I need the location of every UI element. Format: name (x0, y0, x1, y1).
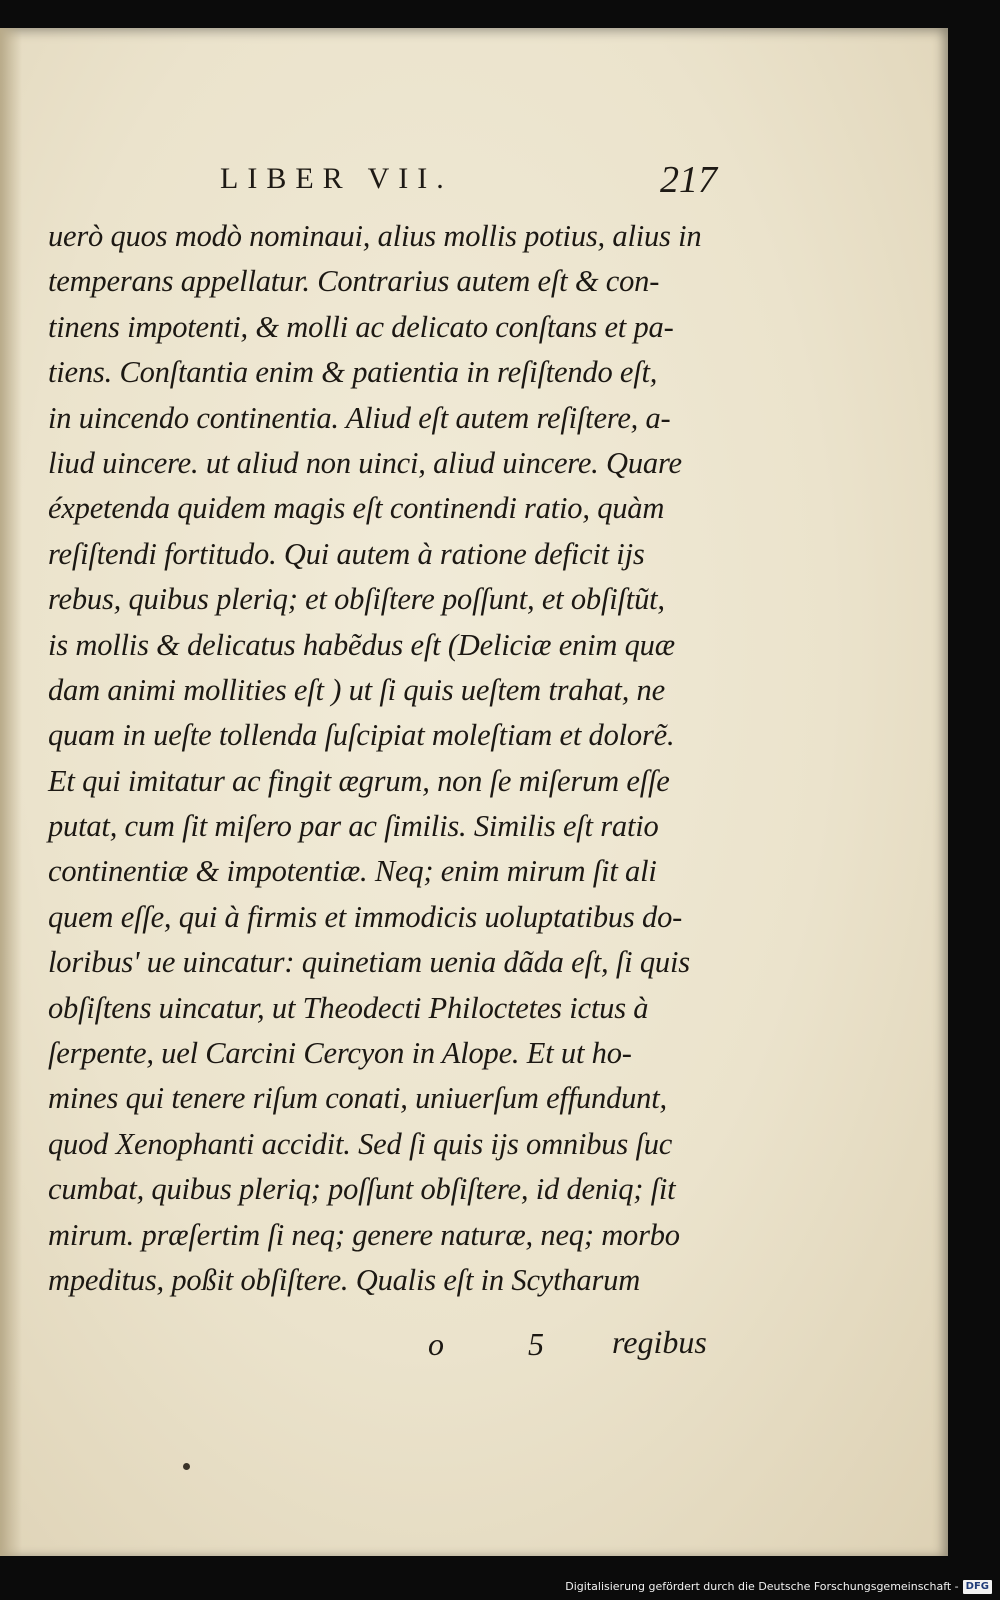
text-line: mines qui tenere riſum conati, uniuerſum effundunt, (48, 1081, 667, 1116)
text-line: putat, cum ſit miſero par ac ſimilis. Similis eſt ratio (48, 809, 659, 844)
text-line: dam animi mollities eſt ) ut ſi quis ueſtem trahat, ne (48, 672, 665, 707)
text-line: mpeditus, poßit obſiſtere. Qualis eſt in Scytharum (48, 1262, 641, 1297)
text-line: reſiſtendi fortitudo. Qui autem à ratione deficit ijs (48, 536, 645, 571)
text-line: loribus' ue uincatur: quinetiam uenia dãda eſt, ſi quis (48, 945, 690, 980)
text-line: tinens impotenti, & molli ac delicato conſtans et pa- (48, 309, 674, 344)
text-line: éxpetenda quidem magis eſt continendi ratio, quàm (48, 491, 665, 526)
ink-spot (183, 1463, 190, 1470)
text-line: obſiſtens uincatur, ut Theodecti Philoctetes ictus à (48, 990, 649, 1025)
body-text (48, 214, 728, 1303)
text-line: temperans appellatur. Contrarius autem eſt & con- (48, 264, 660, 299)
dfg-logo-icon: DFG (963, 1580, 992, 1594)
text-line: liud uincere. ut aliud non uinci, aliud uincere. Quare (48, 445, 682, 480)
text-line: in uincendo continentia. Aliud eſt autem reſiſtere, a- (48, 400, 671, 435)
text-line: quem eſſe, qui à firmis et immodicis uoluptatibus do- (48, 899, 683, 934)
text-line: Et qui imitatur ac fingit ægrum, non ſe miſerum eſſe (48, 763, 670, 798)
credit-text: Digitalisierung gefördert durch die Deutsche Forschungsgemeinschaft - (565, 1580, 959, 1593)
text-line: rebus, quibus pleriq; et obſiſtere poſſunt, et obſiſtũt, (48, 582, 665, 617)
digitization-credit (565, 1578, 992, 1596)
text-line: quam in ueſte tollenda ſuſcipiat moleſtiam et dolorẽ. (48, 718, 675, 753)
text-line: continentiæ & impotentiæ. Neq; enim mirum ſit ali (48, 854, 657, 889)
book-page (0, 28, 948, 1556)
signature-mark: o 5 (428, 1326, 582, 1362)
text-line: uerò quos modò nominaui, alius mollis potius, alius in (48, 219, 702, 253)
text-line: cumbat, quibus pleriq; poſſunt obſiſtere, id deniq; ſit (48, 1172, 676, 1207)
running-head-title: LIBER VII. (220, 162, 453, 195)
page-footer (0, 1326, 948, 1376)
page-number: 217 (660, 159, 717, 201)
text-line: ſerpente, uel Carcini Cercyon in Alope. Et ut ho- (48, 1036, 632, 1071)
text-line: is mollis & delicatus habẽdus eſt (Deliciæ enim quæ (48, 627, 675, 662)
catchword: regibus (612, 1324, 707, 1360)
text-line: quod Xenophanti accidit. Sed ſi quis ijs omnibus ſuc (48, 1126, 673, 1161)
text-line: tiens. Conſtantia enim & patientia in reſiſtendo eſt, (48, 355, 658, 390)
running-head (0, 158, 948, 208)
text-line: mirum. præſertim ſi neq; genere naturæ, neq; morbo (48, 1217, 680, 1252)
